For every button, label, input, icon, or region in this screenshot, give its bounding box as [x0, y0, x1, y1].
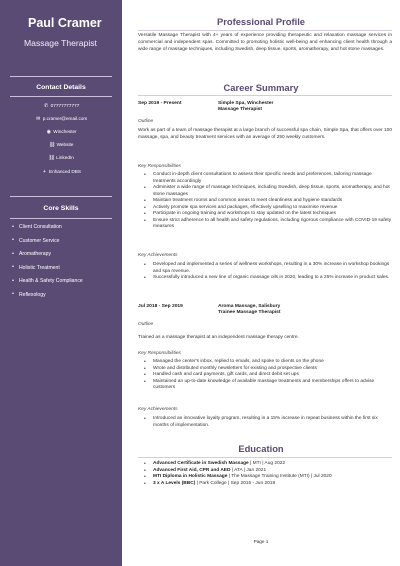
job-outline: Trained as a massage therapist at an independent massage therapy centre.	[138, 335, 299, 340]
list-item: • Participate in ongoing training and workshops to stay updated on the latest techniques	[138, 211, 394, 218]
divider	[10, 196, 112, 197]
contact-dbs: + Enhanced DBS	[0, 169, 122, 175]
achievements-label: Key Achievements	[138, 407, 178, 412]
job-company: Aroma Massage, Salisbury Trainee Massage Therapist	[218, 304, 281, 316]
link-icon: ⛓	[48, 142, 56, 148]
career-heading: Career Summary	[223, 82, 299, 93]
divider	[138, 95, 392, 96]
job-dates: Jul 2018 - Sep 2019	[138, 304, 183, 309]
responsibilities-label: Key Responsibilities	[138, 351, 181, 356]
contact-location: ◉ Winchester	[46, 129, 77, 135]
education-item: • 3 x A Levels (BBC) | Park College | Sep 2016 - Jun 2018	[138, 481, 394, 488]
list-item: • Actively promote spa services and packages, effectively upselling to maximise revenue	[138, 205, 394, 212]
list-item: • Wrote and distributed monthly newsletters for existing and prospective clients	[138, 366, 394, 373]
divider	[10, 218, 112, 219]
skill-item: • Holistic Treatment	[12, 265, 83, 279]
divider	[138, 30, 392, 31]
profile-heading: Professional Profile	[216, 16, 306, 27]
list-item: • Handled cash and card payments, gift cards, and direct debit set ups	[138, 372, 394, 379]
main-content	[122, 0, 400, 566]
job-role: Trainee Massage Therapist	[218, 310, 281, 316]
contact-linkedin-link[interactable]: ⛓LinkedIn	[48, 155, 74, 161]
responsibilities-label: Key Responsibilities	[138, 164, 181, 169]
contact-website-link[interactable]: ⛓Website	[48, 142, 74, 148]
contact-email[interactable]: ✉ p.cramer@email.com	[36, 116, 88, 122]
responsibilities-list	[138, 359, 394, 392]
skill-item: • Customer Service	[12, 238, 83, 252]
education-heading: Education	[238, 443, 284, 454]
education-item: • Advanced First Aid, CPR and AED | ATA | Jan 2021	[138, 468, 394, 475]
divider	[10, 96, 112, 97]
education-list	[138, 461, 394, 487]
skill-item: • Client Consultation	[12, 224, 83, 238]
outline-label: Outline	[138, 119, 154, 124]
list-item: • Introduced an innovative loyalty program, resulting in a 15% increase in repeat business within the first six months of implementation.	[138, 416, 394, 429]
responsibilities-list	[138, 172, 394, 231]
divider	[10, 76, 112, 77]
outline-label: Outline	[138, 322, 154, 327]
skill-item: • Aromatherapy	[12, 251, 83, 265]
contact-details-heading: Contact Details	[36, 84, 86, 91]
list-item: • Maintained an up-to-date knowledge of available massage treatments and memberships offers to advise customers	[138, 379, 394, 392]
core-skills-heading: Core Skills	[43, 205, 79, 212]
job-outline: Work as part of a team of massage therapist at a large branch of successful spa chain, Simple Spa, that offers over 100 massage, spa, and beauty treatment services with an average of 250 weekly customers.	[138, 128, 392, 140]
job-dates: Sep 2019 - Present	[138, 101, 182, 106]
divider	[138, 457, 392, 458]
link-icon: ⛓	[48, 155, 55, 161]
sidebar	[0, 0, 122, 566]
education-item: • MTI Diploma in Holistic Massage | The Massage Training Institute (MTI) | Jul 2020	[138, 474, 394, 481]
list-item: • Conduct in-depth client consultations to assess their specific needs and preferences, tailoring massage treatments accordingly	[138, 172, 394, 185]
phone-icon: ✆	[44, 103, 49, 109]
page-number: Page 1	[253, 539, 269, 544]
list-item: • Successfully introduced a new line of organic massage oils in 2020, leading to a 25% increase in product sales.	[138, 275, 394, 282]
candidate-name: Paul Cramer	[28, 16, 102, 30]
achievements-list	[138, 262, 394, 282]
list-item: • Administer a wide range of massage techniques, including Swedish, deep tissue, sports, aromatherapy, and hot stone massages	[138, 185, 394, 198]
globe-icon: ◉	[46, 129, 51, 135]
envelope-icon: ✉	[36, 116, 41, 122]
achievements-label: Key Achievements	[138, 253, 178, 258]
education-item: • Advanced Certificate in Swedish Massage | MTI | Aug 2022	[138, 461, 394, 468]
skill-item: • Health & Safety Compliance	[12, 278, 83, 292]
skill-item: • Reflexology	[12, 292, 83, 306]
achievements-list	[138, 416, 394, 429]
skills-list	[12, 224, 83, 305]
list-item: • Developed and implemented a series of wellness workshops, resulting in a 30% increase in workshop bookings and spa revenue.	[138, 262, 394, 275]
profile-text: Versatile Massage Therapist with 4+ years of experience providing therapeutic and relaxation massage services in commercial and independent spas. Committed to promoting holistic well-being and enhancing client health through a wide range of massage techniques, including Swedish, deep tissue, sports, aromatherapy, and hot stone massages.	[138, 33, 392, 52]
list-item: • Ensure strict adherence to all health and safety regulations, including rigorous compliance with COVID-19 safety measures	[138, 218, 394, 231]
plus-icon: +	[43, 169, 46, 175]
candidate-role: Massage Therapist	[24, 38, 97, 48]
list-item: • Maintain treatment rooms and common areas to meet cleanliness and hygiene standards	[138, 198, 394, 205]
job-company: Simple Spa, Winchester Massage Therapist	[218, 101, 274, 113]
list-item: • Managed the center's inbox, replied to emails, and spoke to clients on the phone	[138, 359, 394, 366]
contact-phone[interactable]: ✆ 07777777777	[44, 103, 80, 109]
job-role: Massage Therapist	[218, 107, 263, 113]
